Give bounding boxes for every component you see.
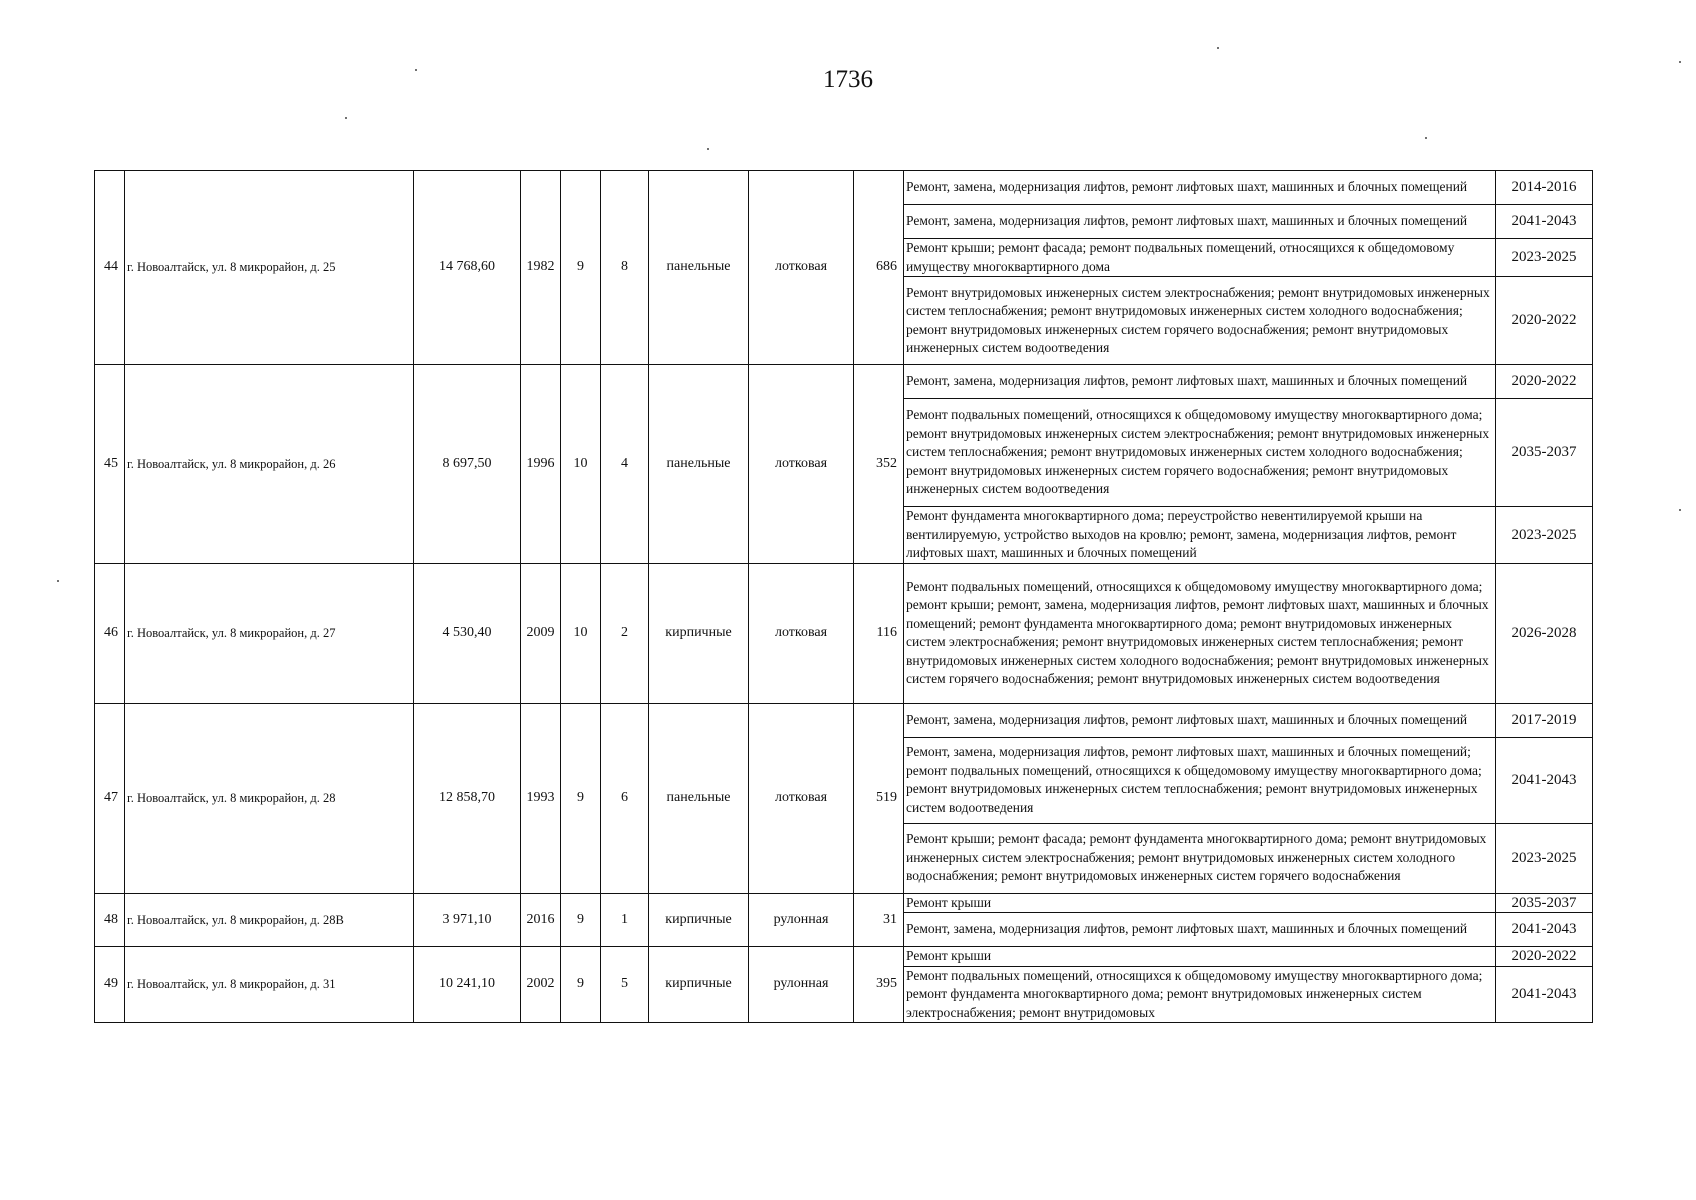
year-cell: 1993 (521, 703, 561, 893)
work-description: Ремонт, замена, модернизация лифтов, ремонт лифтовых шахт, машинных и блочных помещений (904, 913, 1496, 947)
scan-speck (57, 580, 59, 582)
walls-cell: панельные (649, 703, 749, 893)
work-period: 2023-2025 (1496, 823, 1593, 893)
address-cell: г. Новоалтайск, ул. 8 микрорайон, д. 31 (125, 947, 414, 1023)
walls-cell: кирпичные (649, 893, 749, 947)
residents-cell: 352 (854, 365, 904, 564)
work-description: Ремонт крыши (904, 947, 1496, 967)
work-period: 2035-2037 (1496, 893, 1593, 913)
work-description: Ремонт фундамента многоквартирного дома; переустройство невентилируемой крыши на вентилируемую, устройство выходов на кровлю; ремонт, замена, модернизация лифтов, ремонт лифтовых шахт, машинных и блочных помещений (904, 507, 1496, 564)
area-cell: 4 530,40 (414, 563, 521, 703)
table-row (95, 893, 1593, 913)
work-description: Ремонт крыши; ремонт фасада; ремонт подвальных помещений, относящихся к общедомовому имуществу многоквартирного дома (904, 239, 1496, 277)
row-number: 45 (95, 365, 125, 564)
address-cell: г. Новоалтайск, ул. 8 микрорайон, д. 26 (125, 365, 414, 564)
residents-cell: 31 (854, 893, 904, 947)
year-cell: 2009 (521, 563, 561, 703)
walls-cell: кирпичные (649, 947, 749, 1023)
work-period: 2023-2025 (1496, 507, 1593, 564)
work-description: Ремонт подвальных помещений, относящихся к общедомовому имуществу многоквартирного дома; ремонт крыши; ремонт, замена, модернизация лифтов, ремонт лифтовых шахт, машинных и блочных помещений; ремонт фундамента многоквартирного дома; ремонт внутридомовых инженерных систем электроснабжения; ремонт внутридомовых инженерных систем теплоснабжения; ремонт внутридомовых инженерных систем холодного водоснабжения; ремонт внутридомовых инженерных систем горячего водоснабжения; ремонт внутридомовых инженерных систем водоотведения (904, 563, 1496, 703)
work-period: 2041-2043 (1496, 966, 1593, 1023)
scan-speck (707, 148, 709, 150)
row-number: 48 (95, 893, 125, 947)
work-description: Ремонт подвальных помещений, относящихся к общедомовому имуществу многоквартирного дома; ремонт фундамента многоквартирного дома; ремонт внутридомовых инженерных систем электроснабжения; ремонт внутридомовых (904, 966, 1496, 1023)
table-body (95, 171, 1593, 1023)
roof-cell: лотковая (749, 563, 854, 703)
row-number: 44 (95, 171, 125, 365)
roof-cell: рулонная (749, 947, 854, 1023)
entrances-cell: 6 (601, 703, 649, 893)
work-description: Ремонт, замена, модернизация лифтов, ремонт лифтовых шахт, машинных и блочных помещений (904, 365, 1496, 399)
work-period: 2020-2022 (1496, 947, 1593, 967)
entrances-cell: 1 (601, 893, 649, 947)
table-row (95, 365, 1593, 399)
address-cell: г. Новоалтайск, ул. 8 микрорайон, д. 27 (125, 563, 414, 703)
work-period: 2041-2043 (1496, 737, 1593, 823)
area-cell: 10 241,10 (414, 947, 521, 1023)
residents-cell: 116 (854, 563, 904, 703)
floors-cell: 10 (561, 563, 601, 703)
roof-cell: лотковая (749, 703, 854, 893)
area-cell: 12 858,70 (414, 703, 521, 893)
floors-cell: 9 (561, 947, 601, 1023)
row-number: 46 (95, 563, 125, 703)
row-number: 49 (95, 947, 125, 1023)
floors-cell: 9 (561, 171, 601, 365)
table-row (95, 947, 1593, 967)
entrances-cell: 5 (601, 947, 649, 1023)
floors-cell: 9 (561, 703, 601, 893)
work-description: Ремонт внутридомовых инженерных систем электроснабжения; ремонт внутридомовых инженерных систем теплоснабжения; ремонт внутридомовых инженерных систем холодного водоснабжения; ремонт внутридомовых инженерных систем горячего водоснабжения; ремонт внутридомовых инженерных систем водоотведения (904, 277, 1496, 365)
work-description: Ремонт крыши (904, 893, 1496, 913)
address-cell: г. Новоалтайск, ул. 8 микрорайон, д. 28 (125, 703, 414, 893)
area-cell: 8 697,50 (414, 365, 521, 564)
work-period: 2041-2043 (1496, 205, 1593, 239)
year-cell: 1982 (521, 171, 561, 365)
area-cell: 14 768,60 (414, 171, 521, 365)
scan-speck (415, 69, 417, 71)
work-period: 2023-2025 (1496, 239, 1593, 277)
scan-speck (1217, 47, 1219, 49)
residents-cell: 395 (854, 947, 904, 1023)
page-number: 1736 (823, 66, 873, 93)
scan-speck (1679, 61, 1681, 63)
floors-cell: 10 (561, 365, 601, 564)
entrances-cell: 4 (601, 365, 649, 564)
work-description: Ремонт, замена, модернизация лифтов, ремонт лифтовых шахт, машинных и блочных помещений; ремонт подвальных помещений, относящихся к общедомовому имуществу многоквартирного дома; ремонт внутридомовых инженерных систем теплоснабжения; ремонт внутридомовых инженерных систем водоотведения (904, 737, 1496, 823)
year-cell: 2002 (521, 947, 561, 1023)
year-cell: 1996 (521, 365, 561, 564)
year-cell: 2016 (521, 893, 561, 947)
work-period: 2014-2016 (1496, 171, 1593, 205)
work-period: 2017-2019 (1496, 703, 1593, 737)
table-row (95, 703, 1593, 737)
address-cell: г. Новоалтайск, ул. 8 микрорайон, д. 25 (125, 171, 414, 365)
roof-cell: лотковая (749, 365, 854, 564)
table-row (95, 171, 1593, 205)
scan-speck (1425, 137, 1427, 139)
address-cell: г. Новоалтайск, ул. 8 микрорайон, д. 28В (125, 893, 414, 947)
work-period: 2041-2043 (1496, 913, 1593, 947)
walls-cell: кирпичные (649, 563, 749, 703)
work-period: 2020-2022 (1496, 277, 1593, 365)
work-description: Ремонт крыши; ремонт фасада; ремонт фундамента многоквартирного дома; ремонт внутридомовых инженерных систем электроснабжения; ремонт внутридомовых инженерных систем холодного водоснабжения; ремонт внутридомовых инженерных систем горячего водоснабжения (904, 823, 1496, 893)
work-description: Ремонт, замена, модернизация лифтов, ремонт лифтовых шахт, машинных и блочных помещений (904, 171, 1496, 205)
table-row (95, 563, 1593, 703)
walls-cell: панельные (649, 365, 749, 564)
housing-repair-table (94, 170, 1593, 1023)
scan-speck (1679, 509, 1681, 511)
work-description: Ремонт, замена, модернизация лифтов, ремонт лифтовых шахт, машинных и блочных помещений (904, 703, 1496, 737)
scan-speck (345, 117, 347, 119)
row-number: 47 (95, 703, 125, 893)
work-period: 2035-2037 (1496, 399, 1593, 507)
roof-cell: лотковая (749, 171, 854, 365)
work-period: 2020-2022 (1496, 365, 1593, 399)
work-description: Ремонт, замена, модернизация лифтов, ремонт лифтовых шахт, машинных и блочных помещений (904, 205, 1496, 239)
residents-cell: 686 (854, 171, 904, 365)
residents-cell: 519 (854, 703, 904, 893)
work-description: Ремонт подвальных помещений, относящихся к общедомовому имуществу многоквартирного дома; ремонт внутридомовых инженерных систем электроснабжения; ремонт внутридомовых инженерных систем теплоснабжения; ремонт внутридомовых инженерных систем холодного водоснабжения; ремонт внутридомовых инженерных систем горячего водоснабжения; ремонт внутридомовых инженерных систем водоотведения (904, 399, 1496, 507)
work-period: 2026-2028 (1496, 563, 1593, 703)
roof-cell: рулонная (749, 893, 854, 947)
entrances-cell: 2 (601, 563, 649, 703)
area-cell: 3 971,10 (414, 893, 521, 947)
floors-cell: 9 (561, 893, 601, 947)
walls-cell: панельные (649, 171, 749, 365)
entrances-cell: 8 (601, 171, 649, 365)
